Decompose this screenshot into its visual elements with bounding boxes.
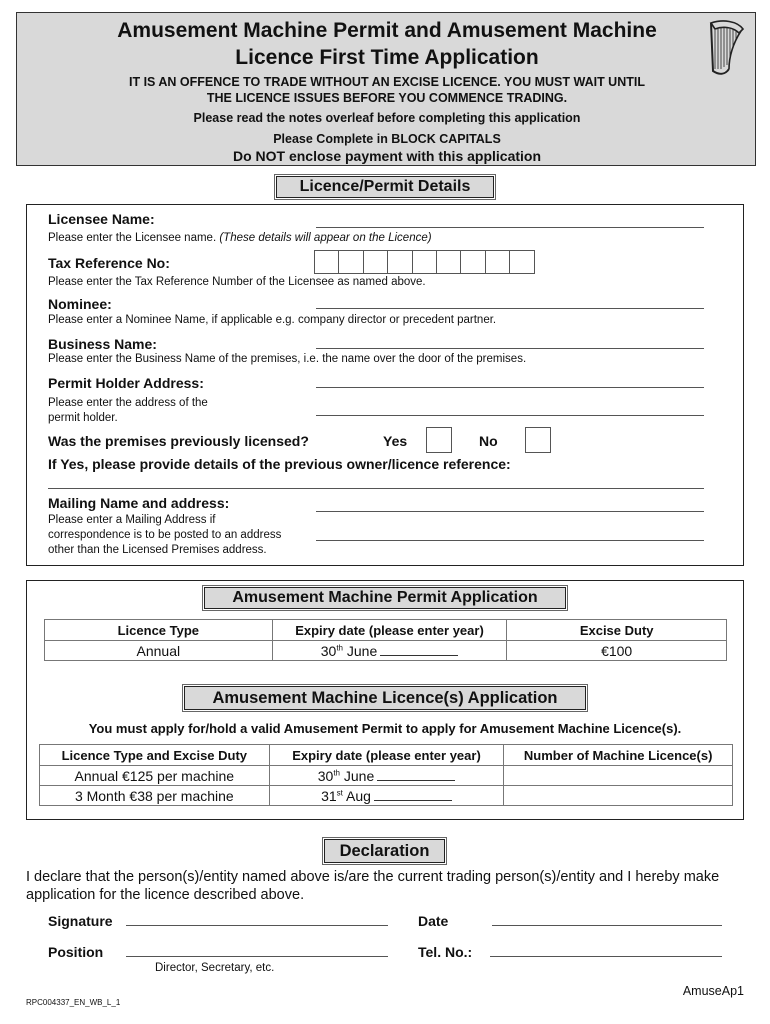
signature-field[interactable] (126, 925, 388, 926)
table-row: 3 Month €38 per machine 31st Aug (40, 786, 733, 806)
annual-machine-count-cell[interactable] (504, 766, 733, 786)
business-name-field[interactable] (316, 348, 704, 349)
address-help: Please enter the address of the permit holder. (48, 397, 208, 424)
licensee-name-field[interactable] (316, 227, 704, 228)
date-label: Date (418, 913, 449, 929)
three-month-expiry-cell[interactable]: 31st Aug (269, 786, 504, 806)
table-row: Annual €125 per machine 30th June (40, 766, 733, 786)
table-row: Annual 30th June €100 (45, 641, 727, 661)
signature-label: Signature (48, 913, 113, 929)
licence-section-title: Amusement Machine Licence(s) Application (184, 686, 586, 710)
no-checkbox[interactable] (525, 427, 551, 453)
address-field-line2[interactable] (316, 415, 704, 416)
form-code: RPC004337_EN_WB_L_1 (26, 998, 121, 1007)
previously-licensed-label: Was the premises previously licensed? (48, 433, 309, 449)
details-section-title: Licence/Permit Details (276, 176, 494, 198)
tax-reference-label: Tax Reference No: (48, 255, 170, 271)
declaration-section-title: Declaration (324, 839, 445, 863)
mailing-field-line1[interactable] (316, 511, 704, 512)
permit-holder-address-label: Permit Holder Address: (48, 375, 204, 391)
yes-checkbox[interactable] (426, 427, 452, 453)
business-name-help: Please enter the Business Name of the premises, i.e. the name over the door of the premises. (48, 353, 527, 365)
previous-owner-label: If Yes, please provide details of the previous owner/licence reference: (48, 456, 511, 472)
permit-expiry-cell[interactable]: 30th June (272, 641, 507, 661)
no-payment-instruction: Do NOT enclose payment with this application (232, 148, 542, 164)
three-month-machine-count-cell[interactable] (504, 786, 733, 806)
licence-table (39, 744, 733, 806)
previous-owner-field[interactable] (48, 488, 704, 489)
yes-label: Yes (383, 433, 408, 449)
permit-table (44, 619, 727, 661)
position-field[interactable] (126, 956, 388, 957)
tel-field[interactable] (490, 956, 722, 957)
business-name-label: Business Name: (48, 336, 157, 352)
mailing-address-label: Mailing Name and address: (48, 495, 230, 511)
position-hint: Director, Secretary, etc. (155, 962, 275, 974)
nominee-label: Nominee: (48, 296, 112, 312)
no-label: No (479, 433, 498, 449)
table-row: Licence Type Expiry date (please enter year) Excise Duty (45, 620, 727, 641)
permit-section-title: Amusement Machine Permit Application (204, 587, 566, 609)
tax-reference-help: Please enter the Tax Reference Number of the Licensee as named above. (48, 276, 426, 288)
table-row: Licence Type and Excise Duty Expiry date (please enter year) Number of Machine Licence(s) (40, 745, 733, 766)
position-label: Position (48, 944, 104, 960)
date-field[interactable] (492, 925, 722, 926)
annual-expiry-cell[interactable]: 30th June (269, 766, 504, 786)
form-header (16, 12, 756, 166)
tel-label: Tel. No.: (418, 944, 473, 960)
address-field-line1[interactable] (316, 387, 704, 388)
licensee-name-label: Licensee Name: (48, 211, 155, 227)
trading-warning: IT IS AN OFFENCE TO TRADE WITHOUT AN EXCISE LICENCE. YOU MUST WAIT UNTIL THE LICENCE ISSUES BEFORE YOU COMMENCE TRADING. (129, 75, 645, 105)
mailing-address-help: Please enter a Mailing Address if correspondence is to be posted to an address other than the Licensed Premises address. (48, 514, 282, 556)
notes-instruction: Please read the notes overleaf before completing this application (193, 111, 581, 125)
form-name: AmuseAp1 (682, 984, 744, 998)
nominee-help: Please enter a Nominee Name, if applicable e.g. company director or precedent partner. (48, 314, 497, 326)
block-capitals-instruction: Please Complete in BLOCK CAPITALS (273, 132, 501, 146)
licensee-name-help: Please enter the Licensee name. (These details will appear on the Licence) (48, 232, 432, 244)
tax-reference-field[interactable] (315, 250, 535, 274)
declaration-text: I declare that the person(s)/entity named above is/are the current trading person(s)/entity and I hereby make application for the licence described above. (26, 869, 720, 903)
nominee-field[interactable] (316, 308, 704, 309)
form-title: Amusement Machine Permit and Amusement Machine Licence First Time Application (117, 19, 657, 69)
harp-icon (703, 17, 747, 77)
licence-permit-note: You must apply for/hold a valid Amusement Permit to apply for Amusement Machine Licence(s). (88, 721, 682, 736)
mailing-field-line2[interactable] (316, 540, 704, 541)
